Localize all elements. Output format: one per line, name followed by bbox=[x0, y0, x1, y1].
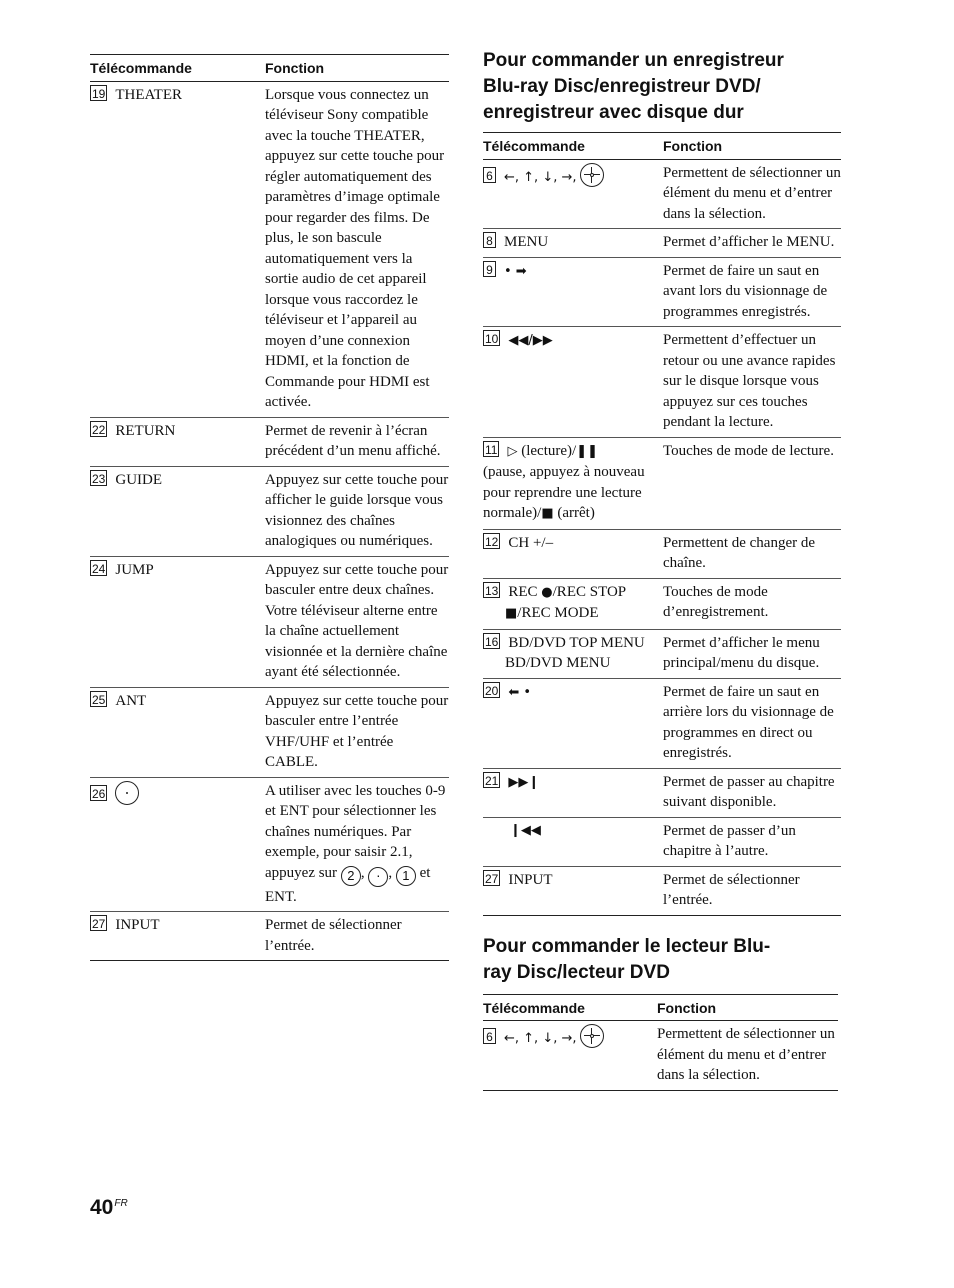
key-label: JUMP bbox=[115, 561, 154, 578]
key-label: MENU bbox=[504, 234, 549, 250]
header-remote: Télécommande bbox=[483, 133, 663, 160]
function-text: Appuyez sur cette touche pour basculer entre deux chaînes. Votre téléviseur alterne entre la chaîne actuellement visionnée et la dernière chaîne ayant été sélectionnée. bbox=[265, 556, 449, 687]
item-number: 26 bbox=[92, 786, 106, 801]
table-row bbox=[90, 417, 449, 466]
function-text: Permettent d’effectuer un retour ou une avance rapides sur le disque lorsque vous appuyez sur ces touches pendant la lecture. bbox=[663, 327, 841, 438]
digit-1-icon: 1 bbox=[396, 866, 416, 886]
rewind-fastforward-icon: ◀◀/▶▶ bbox=[508, 333, 553, 348]
dot-icon: · bbox=[368, 867, 388, 887]
item-number: 20 bbox=[485, 683, 499, 698]
table-row bbox=[483, 529, 841, 578]
function-text: Permettent de changer de chaîne. bbox=[663, 529, 841, 578]
pause-icon: ❚❚ bbox=[576, 443, 598, 459]
language-suffix: FR bbox=[114, 1198, 128, 1209]
item-number: 16 bbox=[485, 634, 499, 649]
function-text: Permet de faire un saut en avant lors du visionnage de programmes enregistrés. bbox=[663, 257, 841, 327]
table-row bbox=[483, 1021, 838, 1091]
function-text: A utiliser avec les touches 0-9 et ENT pour sélectionner les chaînes numériques. Par exemple, pour saisir 2.1, appuyez sur bbox=[265, 782, 446, 881]
arrow-keys-label: ←, ↑, ↓, →, bbox=[504, 1031, 577, 1046]
function-cell: A utiliser avec les touches 0-9 et ENT pour sélectionner les chaînes numériques. Par exemple, pour saisir 2.1, appuyez sur 2 , · , 1 et ENT. bbox=[265, 777, 449, 912]
key-label: THEATER bbox=[115, 86, 183, 103]
record-icon: ● bbox=[541, 584, 553, 600]
item-number: 10 bbox=[485, 332, 499, 346]
item-number: 9 bbox=[483, 261, 496, 277]
table-row bbox=[483, 817, 841, 866]
skip-forward-icon: • ➡ bbox=[504, 263, 527, 279]
header-function: Fonction bbox=[663, 133, 841, 160]
stop-icon: ■ bbox=[541, 506, 554, 521]
table-row bbox=[90, 466, 449, 556]
table-row bbox=[90, 777, 449, 912]
key-label: GUIDE bbox=[115, 471, 163, 488]
table-row bbox=[90, 81, 449, 417]
function-text: Touches de mode d’enregistrement. bbox=[663, 578, 841, 629]
item-number: 6 bbox=[483, 167, 496, 183]
table-row: 13 REC ●/REC STOP ■/REC MODE Touches de mode d’enregistrement. bbox=[483, 578, 841, 629]
item-number: 13 bbox=[485, 583, 499, 598]
function-text: Permettent de sélectionner un élément du menu et d’entrer dans la sélection. bbox=[663, 159, 841, 229]
header-remote: Télécommande bbox=[483, 994, 657, 1021]
table-row bbox=[483, 159, 841, 229]
header-function: Fonction bbox=[657, 994, 838, 1021]
function-text-tail: et ENT. bbox=[265, 864, 431, 905]
function-text: Lorsque vous connectez un téléviseur Sony compatible avec la touche THEATER, appuyez sur cette touche pour régler automatiquement des paramètres d’image optimale pour regarder des films. De plus, le son bascule automatiquement vers la sortie audio de cet appareil lorsque vous raccordez le téléviseur et l’appareil au moyen d’une connexion HDMI, et la fonction de Commande pour HDMI est activée. bbox=[265, 81, 449, 417]
function-text: Appuyez sur cette touche pour basculer entre l’entrée VHF/UHF et l’entrée CABLE. bbox=[265, 687, 449, 777]
table-row bbox=[90, 912, 449, 961]
function-text: Permet de passer d’un chapitre à l’autre. bbox=[663, 817, 841, 866]
skip-back-icon: ⬅ • bbox=[508, 684, 532, 700]
function-text: Appuyez sur cette touche pour afficher le guide lorsque vous visionnez des chaînes analogiques ou numériques. bbox=[265, 466, 449, 556]
item-number: 25 bbox=[92, 692, 106, 707]
table-row bbox=[90, 687, 449, 777]
function-text: Permet d’afficher le menu principal/menu du disque. bbox=[663, 629, 841, 678]
function-text: Permet de sélectionner l’entrée. bbox=[265, 912, 449, 961]
table-row bbox=[483, 257, 841, 327]
remote-function-table-recorder bbox=[483, 132, 841, 916]
next-chapter-icon: ▶▶❙ bbox=[508, 774, 540, 790]
function-text: Permet de sélectionner l’entrée. bbox=[663, 866, 841, 915]
table-row bbox=[483, 768, 841, 817]
prev-chapter-icon: ❙◀◀ bbox=[510, 822, 541, 838]
remote-function-table-player bbox=[483, 994, 838, 1091]
function-text: Permet de faire un saut en arrière lors du visionnage de programmes en direct ou enregistrés. bbox=[663, 678, 841, 768]
key-label: RETURN bbox=[115, 422, 176, 439]
item-number: 23 bbox=[92, 471, 106, 486]
function-text: Permet d’afficher le MENU. bbox=[663, 229, 841, 258]
key-label: ANT bbox=[115, 692, 147, 709]
dot-button-icon bbox=[115, 781, 139, 805]
item-number: 27 bbox=[485, 871, 499, 886]
table-row bbox=[90, 556, 449, 687]
arrow-keys-label: ←, ↑, ↓, →, bbox=[504, 169, 577, 185]
table-row: 16 BD/DVD TOP MENU BD/DVD MENU Permet d’afficher le menu principal/menu du disque. bbox=[483, 629, 841, 678]
left-column bbox=[90, 54, 449, 961]
item-number: 27 bbox=[92, 917, 106, 931]
header-function: Fonction bbox=[265, 55, 449, 82]
enter-crosshair-icon bbox=[580, 1024, 604, 1048]
item-number: 8 bbox=[483, 232, 496, 248]
function-text: Permet de passer au chapitre suivant disponible. bbox=[663, 768, 841, 817]
play-icon: ▷ bbox=[507, 443, 518, 459]
page-number: $40^{FR}$ bbox=[90, 1196, 128, 1219]
table-row bbox=[483, 327, 841, 438]
function-text: Permettent de sélectionner un élément du menu et d’entrer dans la sélection. bbox=[657, 1021, 838, 1091]
table-row bbox=[483, 229, 841, 258]
header-remote: Télécommande bbox=[90, 55, 265, 82]
item-number: 24 bbox=[92, 561, 106, 576]
item-number: 21 bbox=[485, 773, 499, 788]
table-row bbox=[483, 678, 841, 768]
item-number: 6 bbox=[483, 1028, 496, 1044]
key-label: INPUT bbox=[508, 871, 553, 888]
key-label: INPUT bbox=[115, 917, 160, 933]
section-title-player: Pour commander le lecteur Blu- ray Disc/lecteur DVD bbox=[483, 935, 771, 983]
item-number: 22 bbox=[92, 422, 106, 437]
item-number: 12 bbox=[485, 534, 499, 549]
key-label: CH +/– bbox=[508, 534, 554, 551]
remote-function-table-left bbox=[90, 54, 449, 961]
item-number: 19 bbox=[92, 86, 106, 101]
table-row: 11 ▷ (lecture)/❚❚ (pause, appuyez à nouveau pour reprendre une lecture normale)/■ (arrêt) Touches de mode de lecture. bbox=[483, 437, 841, 529]
digit-2-icon: 2 bbox=[341, 866, 361, 886]
section-title-recorder: Pour commander un enregistreur Blu-ray Disc/enregistreur DVD/ enregistreur avec disque dur bbox=[483, 50, 784, 123]
item-number: 11 bbox=[485, 442, 498, 457]
enter-crosshair-icon bbox=[580, 163, 604, 187]
function-text: Touches de mode de lecture. bbox=[663, 437, 841, 529]
table-row bbox=[483, 866, 841, 915]
stop-icon: ■ bbox=[505, 606, 518, 621]
function-text: Permet de revenir à l’écran précédent d’un menu affiché. bbox=[265, 417, 449, 466]
right-column bbox=[483, 48, 841, 1091]
